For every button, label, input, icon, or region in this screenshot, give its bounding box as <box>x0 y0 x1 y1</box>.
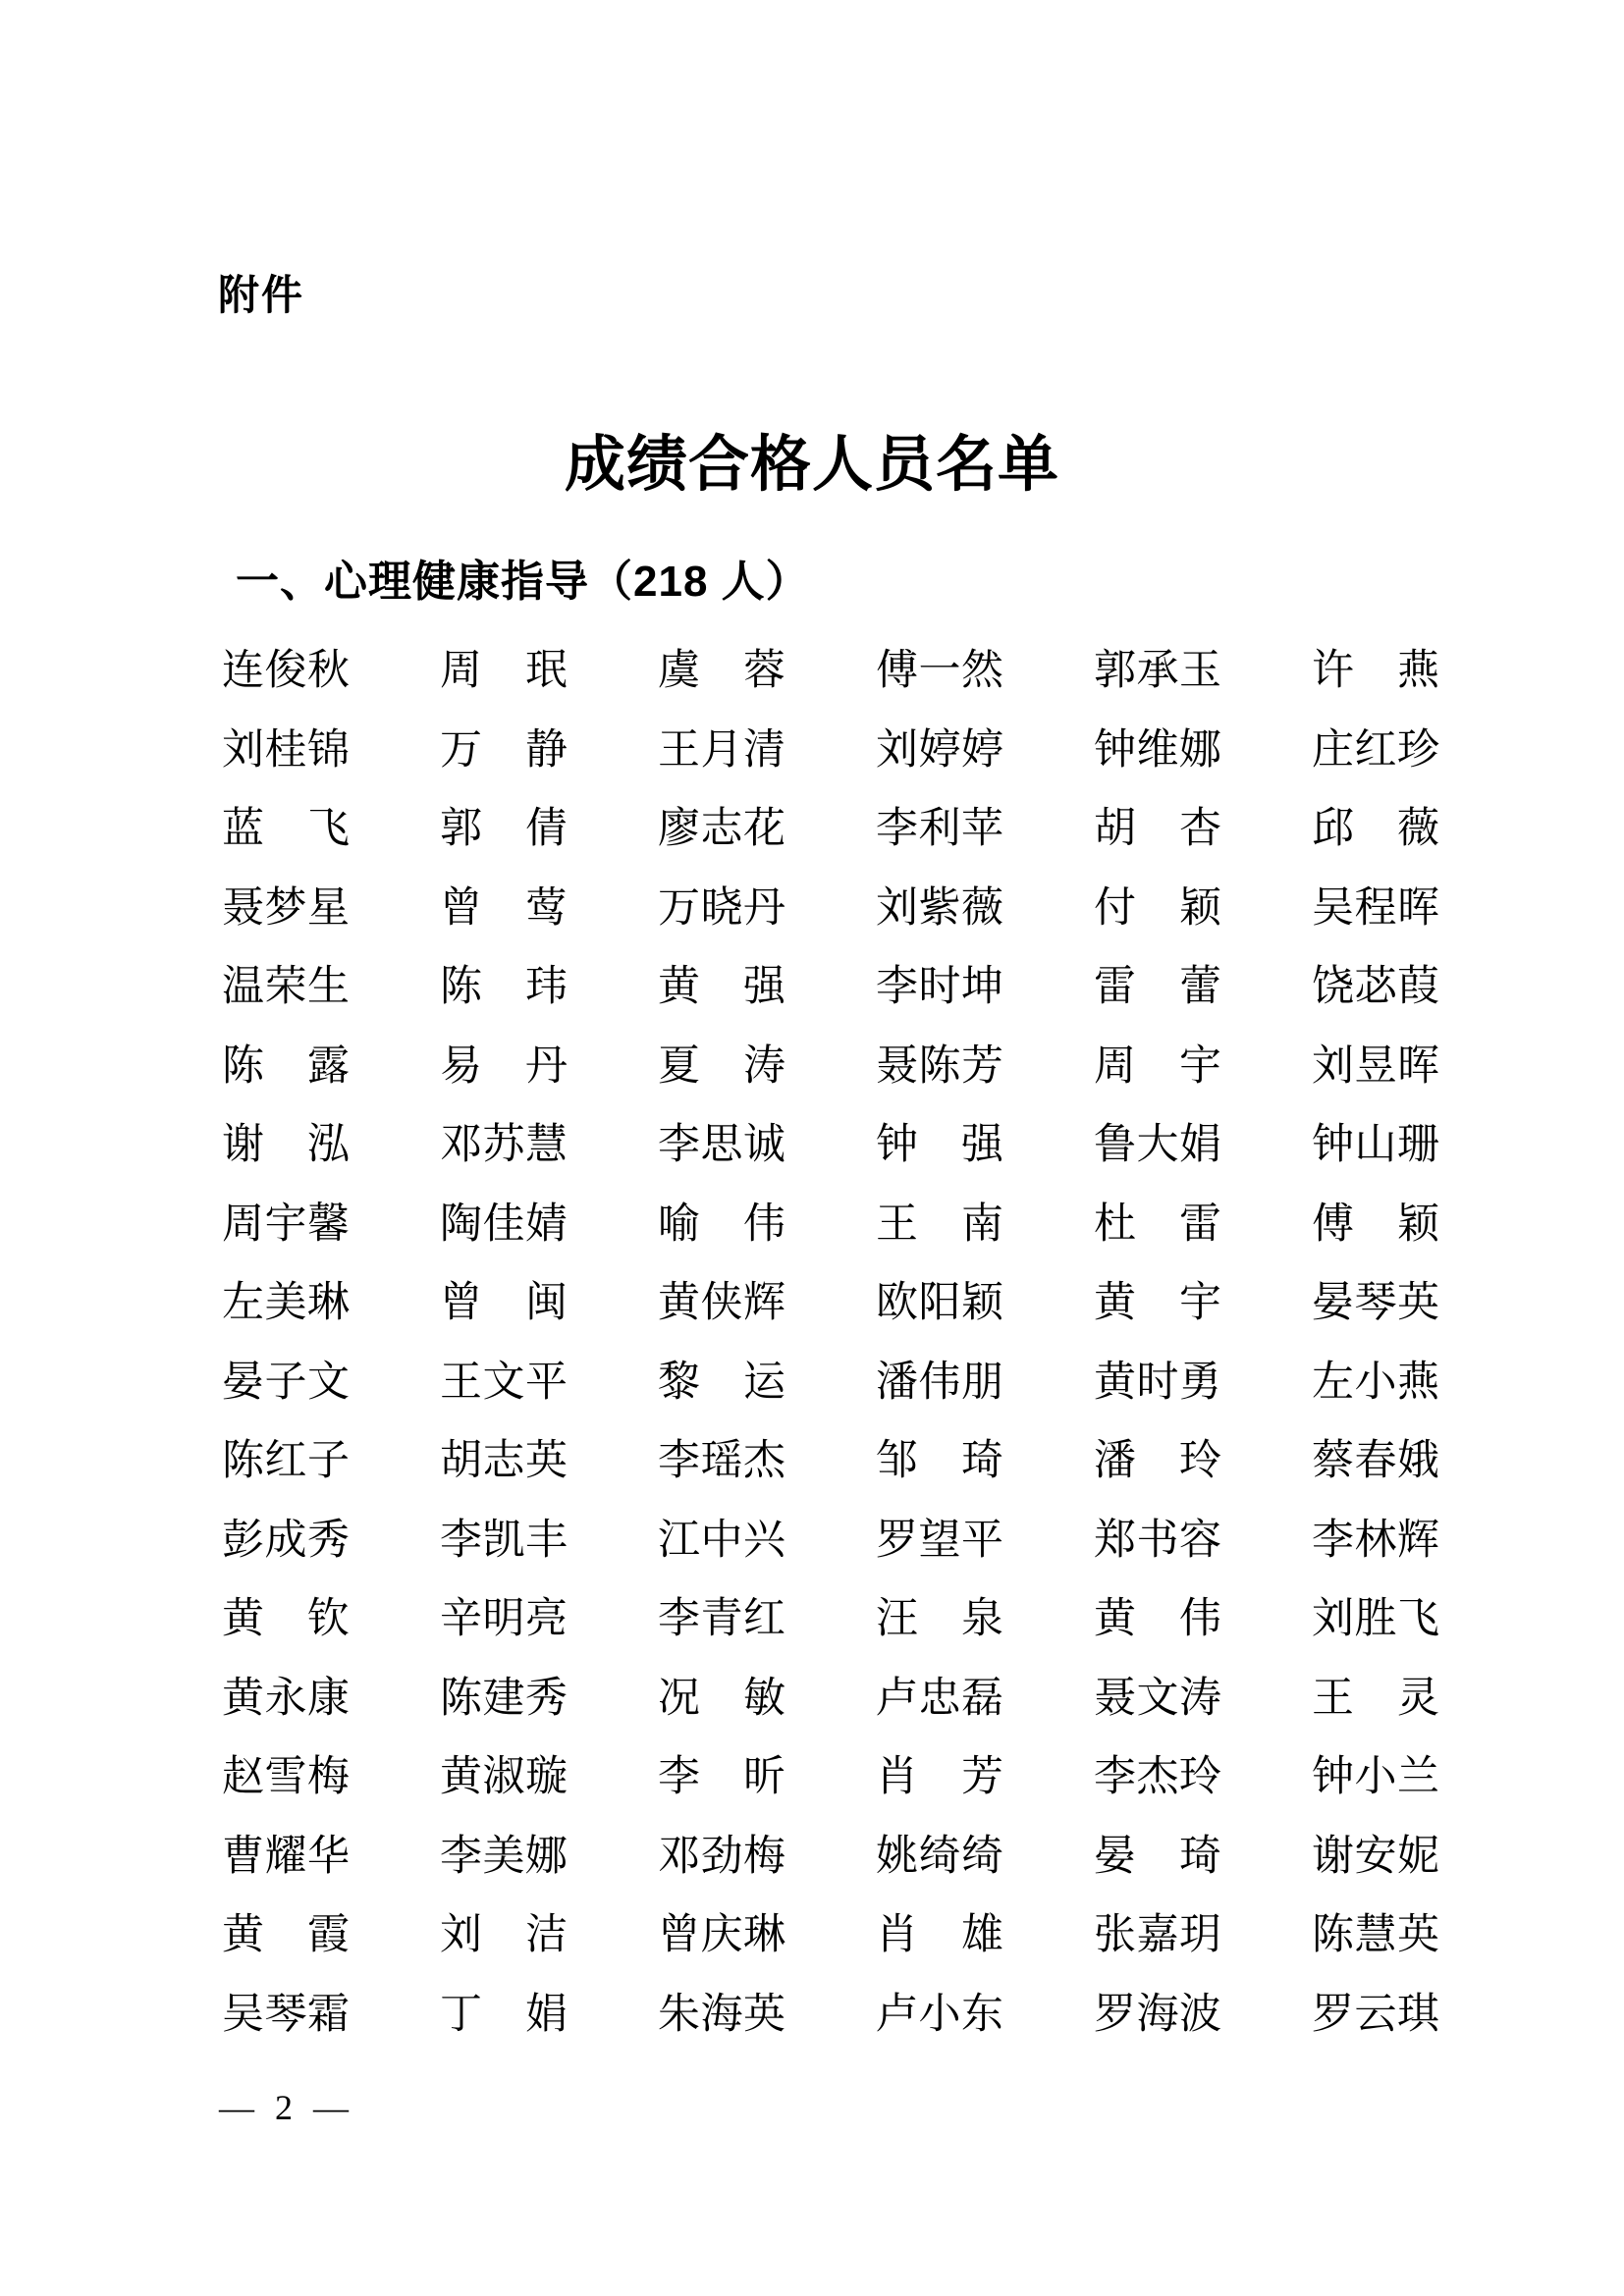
attachment-label: 附件 <box>218 272 305 318</box>
person-name: 黄淑璇 <box>440 1754 568 1800</box>
person-name: 陶佳婧 <box>440 1201 568 1248</box>
person-name: 邓劲梅 <box>658 1833 785 1880</box>
person-name: 庄红珍 <box>1312 726 1439 774</box>
person-name: 陈红子 <box>222 1438 350 1484</box>
person-name: 温荣生 <box>222 964 350 1010</box>
person-name: 聂文涛 <box>1094 1675 1221 1722</box>
person-name: 邓苏慧 <box>440 1122 568 1168</box>
person-name: 曾庆琳 <box>658 1912 785 1958</box>
person-name: 汪泉 <box>876 1596 1003 1642</box>
person-name: 肖芳 <box>876 1754 1003 1800</box>
person-name: 钟强 <box>876 1122 1003 1168</box>
person-name: 李林辉 <box>1312 1517 1439 1564</box>
person-name: 鲁大娟 <box>1094 1122 1221 1168</box>
person-name: 黄宇 <box>1094 1280 1221 1326</box>
person-name: 彭成秀 <box>222 1517 350 1564</box>
person-name: 陈露 <box>222 1042 350 1090</box>
person-name: 欧阳颖 <box>876 1280 1003 1326</box>
person-name: 聂陈芳 <box>876 1042 1003 1090</box>
person-name: 黎运 <box>658 1359 785 1406</box>
person-name: 王灵 <box>1312 1675 1439 1722</box>
person-name: 刘胜飞 <box>1312 1596 1439 1642</box>
person-name: 谢安妮 <box>1312 1833 1439 1880</box>
person-name: 罗云琪 <box>1312 1991 1439 2038</box>
person-name: 肖雄 <box>876 1912 1003 1958</box>
person-name: 丁娟 <box>440 1991 568 2038</box>
name-grid <box>222 632 1439 2055</box>
person-name: 万静 <box>440 726 568 774</box>
person-name: 黄强 <box>658 964 785 1010</box>
person-name: 廖志花 <box>658 806 785 852</box>
person-name: 周宇 <box>1094 1042 1221 1090</box>
person-name: 李瑶杰 <box>658 1438 785 1484</box>
person-name: 吴琴霜 <box>222 1991 350 2038</box>
person-name: 李青红 <box>658 1596 785 1642</box>
person-name: 胡杏 <box>1094 806 1221 852</box>
person-name: 左小燕 <box>1312 1359 1439 1406</box>
person-name: 蔡春娥 <box>1312 1438 1439 1484</box>
person-name: 聂梦星 <box>222 884 350 932</box>
person-name: 李美娜 <box>440 1833 568 1880</box>
person-name: 黄钦 <box>222 1596 350 1642</box>
person-name: 李凯丰 <box>440 1517 568 1564</box>
person-name: 邹琦 <box>876 1438 1003 1484</box>
person-name: 李杰玲 <box>1094 1754 1221 1800</box>
person-name: 江中兴 <box>658 1517 785 1564</box>
person-name: 许燕 <box>1312 648 1439 694</box>
person-name: 傅颖 <box>1312 1201 1439 1248</box>
person-name: 李时坤 <box>876 964 1003 1010</box>
person-name: 虞蓉 <box>658 648 785 694</box>
person-name: 雷蕾 <box>1094 964 1221 1010</box>
person-name: 周珉 <box>440 648 568 694</box>
person-name: 胡志英 <box>440 1438 568 1484</box>
person-name: 周宇馨 <box>222 1201 350 1248</box>
person-name: 邱薇 <box>1312 806 1439 852</box>
person-name: 姚绮绮 <box>876 1833 1003 1880</box>
person-name: 辛明亮 <box>440 1596 568 1642</box>
person-name: 郭承玉 <box>1094 648 1221 694</box>
person-name: 张嘉玥 <box>1094 1912 1221 1958</box>
person-name: 刘洁 <box>440 1912 568 1958</box>
person-name: 刘昱晖 <box>1312 1042 1439 1090</box>
person-name: 王文平 <box>440 1359 568 1406</box>
person-name: 郭倩 <box>440 806 568 852</box>
person-name: 王月清 <box>658 726 785 774</box>
person-name: 刘紫薇 <box>876 884 1003 932</box>
person-name: 曾莺 <box>440 884 568 932</box>
person-name: 陈玮 <box>440 964 568 1010</box>
person-name: 卢忠磊 <box>876 1675 1003 1722</box>
person-name: 况敏 <box>658 1675 785 1722</box>
person-name: 潘玲 <box>1094 1438 1221 1484</box>
person-name: 晏子文 <box>222 1359 350 1406</box>
person-name: 刘婷婷 <box>876 726 1003 774</box>
page-number: — 2 — <box>219 2088 354 2127</box>
person-name: 易丹 <box>440 1042 568 1090</box>
person-name: 曾闽 <box>440 1280 568 1326</box>
person-name: 杜雷 <box>1094 1201 1221 1248</box>
person-name: 郑书容 <box>1094 1517 1221 1564</box>
person-name: 傅一然 <box>876 648 1003 694</box>
person-name: 罗望平 <box>876 1517 1003 1564</box>
person-name: 卢小东 <box>876 1991 1003 2038</box>
person-name: 晏琦 <box>1094 1833 1221 1880</box>
person-name: 吴程晖 <box>1312 884 1439 932</box>
person-name: 万晓丹 <box>658 884 785 932</box>
person-name: 钟山珊 <box>1312 1122 1439 1168</box>
person-name: 左美琳 <box>222 1280 350 1326</box>
person-name: 连俊秋 <box>222 648 350 694</box>
person-name: 黄永康 <box>222 1675 350 1722</box>
person-name: 黄霞 <box>222 1912 350 1958</box>
person-name: 潘伟朋 <box>876 1359 1003 1406</box>
person-name: 付颖 <box>1094 884 1221 932</box>
section-heading: 一、心理健康指导（218 人） <box>236 558 810 606</box>
person-name: 黄时勇 <box>1094 1359 1221 1406</box>
person-name: 赵雪梅 <box>222 1754 350 1800</box>
person-name: 喻伟 <box>658 1201 785 1248</box>
person-name: 曹耀华 <box>222 1833 350 1880</box>
person-name: 谢泓 <box>222 1122 350 1168</box>
person-name: 黄侠辉 <box>658 1280 785 1326</box>
person-name: 李利苹 <box>876 806 1003 852</box>
person-name: 陈慧英 <box>1312 1912 1439 1958</box>
person-name: 钟维娜 <box>1094 726 1221 774</box>
person-name: 罗海波 <box>1094 1991 1221 2038</box>
person-name: 李昕 <box>658 1754 785 1800</box>
person-name: 刘桂锦 <box>222 726 350 774</box>
person-name: 夏涛 <box>658 1042 785 1090</box>
person-name: 钟小兰 <box>1312 1754 1439 1800</box>
person-name: 饶苾葭 <box>1312 964 1439 1010</box>
person-name: 朱海英 <box>658 1991 785 2038</box>
person-name: 王南 <box>876 1201 1003 1248</box>
person-name: 蓝飞 <box>222 806 350 852</box>
person-name: 李思诚 <box>658 1122 785 1168</box>
person-name: 黄伟 <box>1094 1596 1221 1642</box>
person-name: 晏琴英 <box>1312 1280 1439 1326</box>
person-name: 陈建秀 <box>440 1675 568 1722</box>
page-title: 成绩合格人员名单 <box>564 431 1059 499</box>
